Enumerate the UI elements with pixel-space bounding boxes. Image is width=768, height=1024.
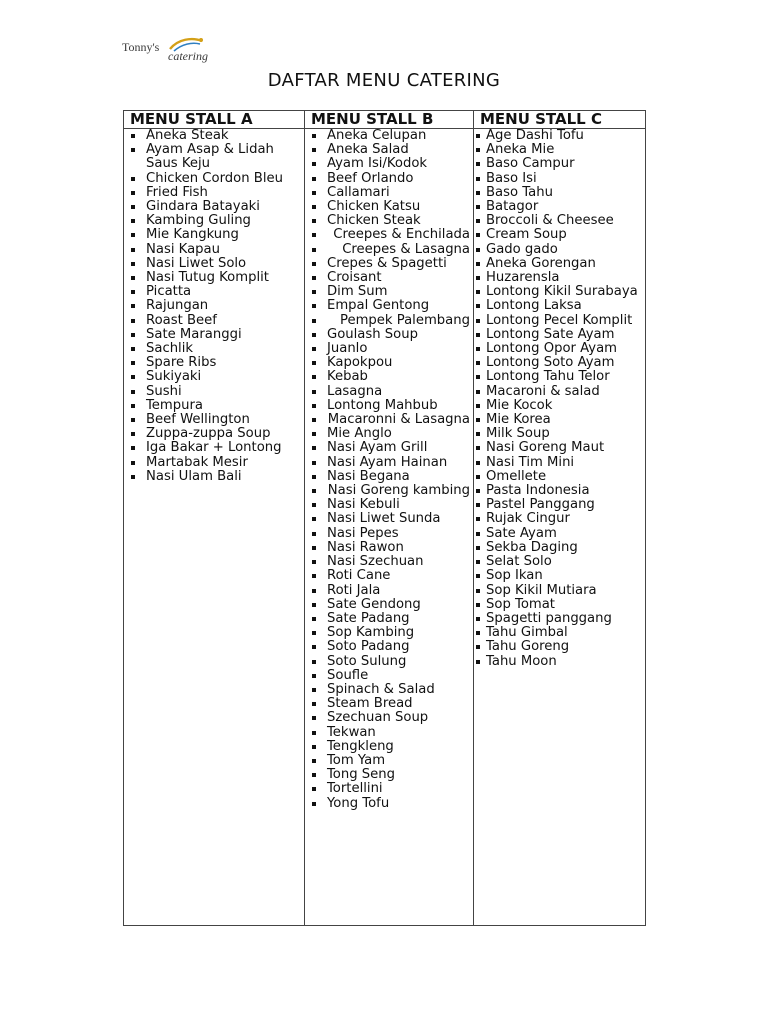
menu-item: Omellete (474, 470, 645, 484)
menu-item: Lontong Opor Ayam (474, 342, 645, 356)
menu-item: Lontong Kikil Surabaya (474, 285, 645, 299)
menu-item: Sate Padang (305, 612, 473, 626)
menu-item: Ayam Asap & Lidah Saus Keju (124, 143, 304, 171)
menu-item: Sop Tomat (474, 598, 645, 612)
column-header-stall-b: MENU STALL B (305, 111, 474, 129)
menu-item: Sop Kambing (305, 626, 473, 640)
menu-item: Lontong Mahbub (305, 399, 473, 413)
column-header-stall-a: MENU STALL A (124, 111, 305, 129)
menu-item: Tengkleng (305, 740, 473, 754)
menu-item: Martabak Mesir (124, 456, 304, 470)
menu-item: Yong Tofu (305, 797, 473, 811)
menu-item: Sate Ayam (474, 527, 645, 541)
stall-a-list (124, 129, 304, 484)
tonnys-catering-logo (120, 34, 224, 72)
menu-item: Mie Anglo (305, 427, 473, 441)
menu-item: Tortellini (305, 782, 473, 796)
menu-item: Pempek Palembang (305, 314, 473, 328)
menu-item: Batagor (474, 200, 645, 214)
menu-item: Macaroni & salad (474, 385, 645, 399)
menu-item: Roti Cane (305, 569, 473, 583)
menu-item: Lontong Laksa (474, 299, 645, 313)
menu-item: Gado gado (474, 243, 645, 257)
menu-item: Croisant (305, 271, 473, 285)
menu-item: Nasi Tim Mini (474, 456, 645, 470)
menu-item: Sate Maranggi (124, 328, 304, 342)
logo-text-catering: catering (168, 49, 208, 63)
menu-item: Picatta (124, 285, 304, 299)
menu-item: Kapokpou (305, 356, 473, 370)
menu-item: Nasi Pepes (305, 527, 473, 541)
menu-item: Huzarensla (474, 271, 645, 285)
menu-item: Roast Beef (124, 314, 304, 328)
menu-item: Mie Kangkung (124, 228, 304, 242)
menu-item: Crepes & Spagetti (305, 257, 473, 271)
menu-item: Mie Korea (474, 413, 645, 427)
menu-item: Sop Ikan (474, 569, 645, 583)
menu-item: Kambing Guling (124, 214, 304, 228)
menu-item: Creepes & Lasagna (305, 243, 473, 257)
document-title: DAFTAR MENU CATERING (267, 70, 501, 91)
menu-item: Nasi Kapau (124, 243, 304, 257)
menu-item: Lontong Tahu Telor (474, 370, 645, 384)
menu-item: Spare Ribs (124, 356, 304, 370)
menu-item: Chicken Steak (305, 214, 473, 228)
menu-item: Tahu Gimbal (474, 626, 645, 640)
menu-item: Nasi Ayam Hainan (305, 456, 473, 470)
menu-item: Empal Gentong (305, 299, 473, 313)
menu-item: Nasi Szechuan (305, 555, 473, 569)
menu-item: Callamari (305, 186, 473, 200)
logo-text-tonnys: Tonny's (122, 40, 160, 54)
menu-item: Nasi Ayam Grill (305, 441, 473, 455)
menu-item: Chicken Cordon Bleu (124, 172, 304, 186)
column-header-stall-c: MENU STALL C (474, 111, 646, 129)
menu-item: Gindara Batayaki (124, 200, 304, 214)
menu-item: Broccoli & Cheesee (474, 214, 645, 228)
menu-item: Pastel Panggang (474, 498, 645, 512)
menu-item: Goulash Soup (305, 328, 473, 342)
menu-item: Aneka Salad (305, 143, 473, 157)
menu-item: Nasi Liwet Sunda (305, 512, 473, 526)
menu-item: Soufle (305, 669, 473, 683)
stall-a-cell (124, 129, 305, 926)
menu-item: Iga Bakar + Lontong (124, 441, 304, 455)
menu-item: Nasi Goreng kambing (305, 484, 473, 498)
menu-item: Nasi Rawon (305, 541, 473, 555)
menu-item: Juanlo (305, 342, 473, 356)
menu-item: Tong Seng (305, 768, 473, 782)
menu-item: Selat Solo (474, 555, 645, 569)
menu-item: Rajungan (124, 299, 304, 313)
menu-item: Age Dashi Tofu (474, 129, 645, 143)
menu-item: Baso Campur (474, 157, 645, 171)
menu-item: Pasta Indonesia (474, 484, 645, 498)
menu-item: Sukiyaki (124, 370, 304, 384)
stall-c-list (474, 129, 645, 669)
menu-item: Aneka Mie (474, 143, 645, 157)
menu-item: Nasi Goreng Maut (474, 441, 645, 455)
menu-item: Szechuan Soup (305, 711, 473, 725)
menu-item: Aneka Celupan (305, 129, 473, 143)
stall-b-list (305, 129, 473, 811)
menu-item: Fried Fish (124, 186, 304, 200)
menu-item: Chicken Katsu (305, 200, 473, 214)
menu-item: Nasi Kebuli (305, 498, 473, 512)
menu-item: Cream Soup (474, 228, 645, 242)
menu-item: Nasi Tutug Komplit (124, 271, 304, 285)
menu-item: Soto Padang (305, 640, 473, 654)
menu-item: Beef Wellington (124, 413, 304, 427)
menu-item: Sekba Daging (474, 541, 645, 555)
menu-table (123, 110, 646, 926)
stall-b-cell (305, 129, 474, 926)
menu-item: Baso Isi (474, 172, 645, 186)
menu-item: Mie Kocok (474, 399, 645, 413)
menu-item: Rujak Cingur (474, 512, 645, 526)
menu-item: Aneka Steak (124, 129, 304, 143)
menu-item: Steam Bread (305, 697, 473, 711)
menu-item: Tom Yam (305, 754, 473, 768)
menu-item: Soto Sulung (305, 655, 473, 669)
menu-item: Spagetti panggang (474, 612, 645, 626)
menu-item: Zuppa-zuppa Soup (124, 427, 304, 441)
menu-item: Tekwan (305, 726, 473, 740)
menu-item: Lontong Sate Ayam (474, 328, 645, 342)
menu-item: Aneka Gorengan (474, 257, 645, 271)
menu-item: Nasi Begana (305, 470, 473, 484)
menu-item: Tahu Moon (474, 655, 645, 669)
menu-item: Lasagna (305, 385, 473, 399)
menu-item: Milk Soup (474, 427, 645, 441)
menu-item: Tahu Goreng (474, 640, 645, 654)
menu-item: Tempura (124, 399, 304, 413)
stall-c-cell (474, 129, 646, 926)
menu-item: Nasi Ulam Bali (124, 470, 304, 484)
menu-item: Roti Jala (305, 584, 473, 598)
menu-item: Dim Sum (305, 285, 473, 299)
menu-item: Beef Orlando (305, 172, 473, 186)
menu-item: Baso Tahu (474, 186, 645, 200)
menu-item: Sachlik (124, 342, 304, 356)
menu-item: Kebab (305, 370, 473, 384)
menu-item: Ayam Isi/Kodok (305, 157, 473, 171)
menu-item: Lontong Soto Ayam (474, 356, 645, 370)
menu-header-row (124, 111, 646, 129)
menu-item: Sate Gendong (305, 598, 473, 612)
menu-item: Sop Kikil Mutiara (474, 584, 645, 598)
menu-item: Macaronni & Lasagna (305, 413, 473, 427)
menu-item: Lontong Pecel Komplit (474, 314, 645, 328)
menu-item: Spinach & Salad (305, 683, 473, 697)
menu-body-row (124, 129, 646, 926)
menu-item: Sushi (124, 385, 304, 399)
menu-item: Nasi Liwet Solo (124, 257, 304, 271)
menu-item: Creepes & Enchilada (305, 228, 473, 242)
